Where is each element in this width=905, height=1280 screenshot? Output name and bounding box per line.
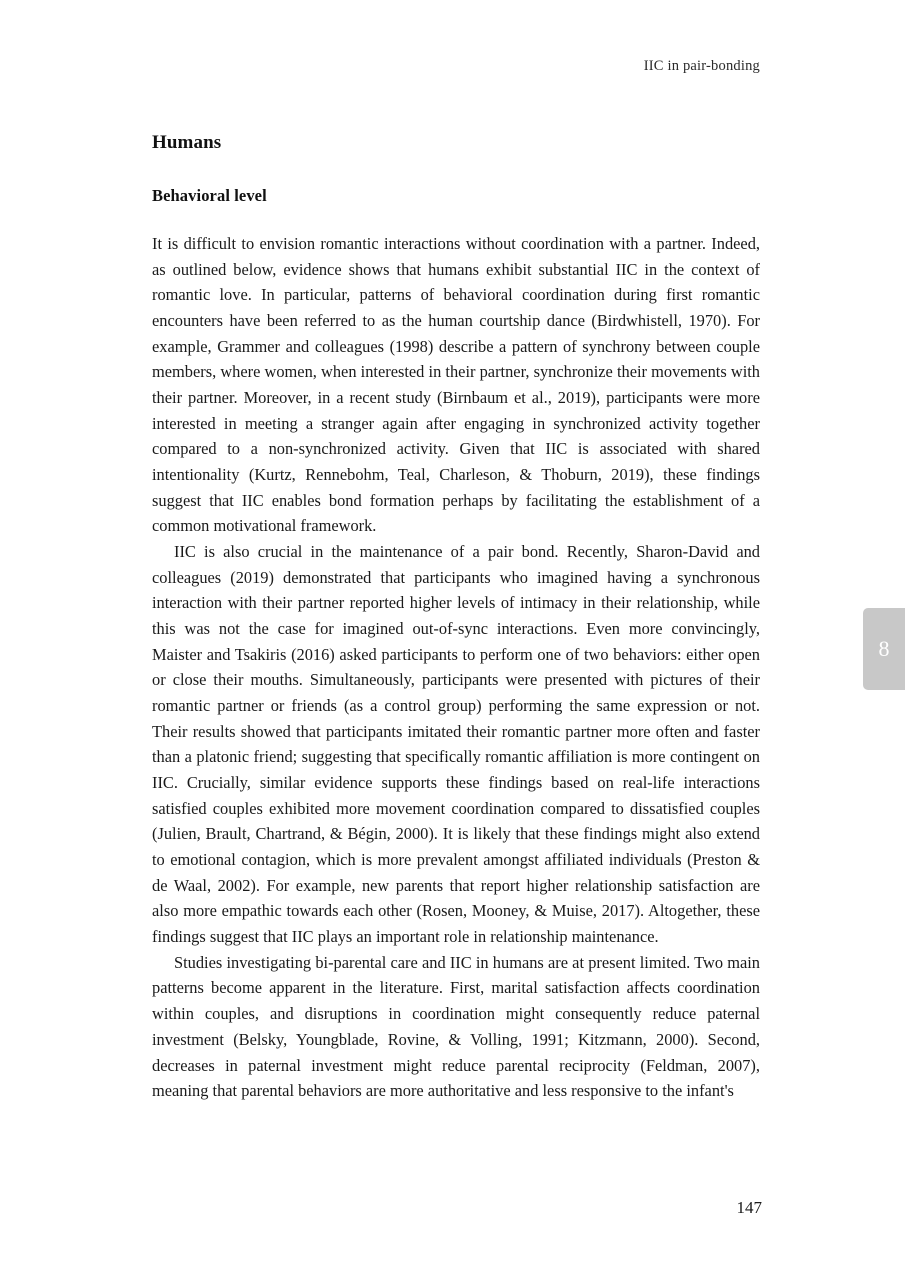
- page-number: 147: [736, 1198, 762, 1217]
- body-paragraph: Studies investigating bi-parental care and IIC in humans are at present limited. Two main patterns become apparent in the literature. First, marital satisfaction affects coordination within couples, and disruptions in coordination might consequently reduce paternal investment (Belsky, Youngblade, Rovine, & Volling, 1991; Kitzmann, 2000). Second, decreases in paternal investment might reduce parental reciprocity (Feldman, 2007), meaning that parental behaviors are more authoritative and less responsive to the infant's: [152, 952, 760, 1101]
- section-heading: Humans: [152, 132, 222, 153]
- page-content: [152, 132, 760, 1104]
- subsection-heading: Behavioral level: [152, 186, 267, 205]
- body-paragraph: It is difficult to envision romantic interactions without coordination with a partner. Indeed, as outlined below, evidence shows that humans exhibit substantial IIC in the context of romantic love. In particular, patterns of behavioral coordination during first romantic encounters have been referred to as the human courtship dance (Birdwhistell, 1970). For example, Grammer and colleagues (1998) describe a pattern of synchrony between couple members, where women, when interested in their partner, synchronize their movements with their partner. Moreover, in a recent study (Birnbaum et al., 2019), participants were more interested in meeting a stranger again after engaging in synchronized activity together compared to a non-synchronized activity. Given that IIC is associated with shared intentionality (Kurtz, Rennebohm, Teal, Charleson, & Thoburn, 2019), these findings suggest that IIC enables bond formation perhaps by facilitating the establishment of a common motivational framework.: [152, 234, 760, 536]
- running-head: IIC in pair-bonding: [643, 58, 760, 74]
- chapter-thumb-tab: 8: [863, 608, 905, 690]
- body-paragraph: IIC is also crucial in the maintenance of a pair bond. Recently, Sharon-David and colleagues (2019) demonstrated that participants who imagined having a synchronous interaction with their partner reported higher levels of intimacy in their relationship, while this was not the case for imagined out-of-sync interactions. Even more convincingly, Maister and Tsakiris (2016) asked participants to perform one of two behaviors: either open or close their mouths. Simultaneously, participants were presented with pictures of their romantic partner or friends (as a control group) performing the same expression or not. Their results showed that participants imitated their romantic partner more often and faster than a platonic friend; suggesting that specifically romantic affiliation is more contingent on IIC. Crucially, similar evidence supports these findings based on real-life interactions satisfied couples exhibited more movement coordination compared to dissatisfied couples (Julien, Brault, Chartrand, & Bégin, 2000). It is likely that these findings might also extend to emotional contagion, which is more prevalent amongst affiliated individuals (Preston & de Waal, 2002). For example, new parents that report higher relationship satisfaction are also more empathic towards each other (Rosen, Mooney, & Muise, 2017). Altogether, these findings suggest that IIC plays an important role in relationship maintenance.: [152, 542, 760, 947]
